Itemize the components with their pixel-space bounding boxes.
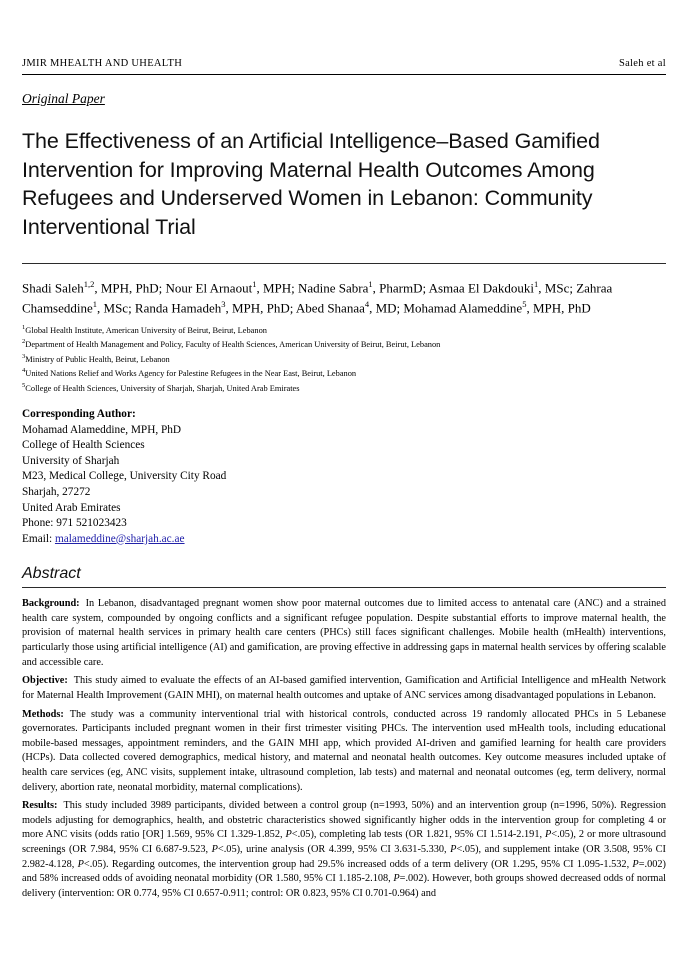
email-label: Email: bbox=[22, 532, 53, 545]
corresponding-author-line: College of Health Sciences bbox=[22, 439, 145, 452]
corresponding-author-heading: Corresponding Author: bbox=[22, 408, 136, 421]
affiliation-list bbox=[22, 323, 666, 395]
journal-name: JMIR MHEALTH AND UHEALTH bbox=[22, 58, 183, 69]
abstract-divider bbox=[22, 587, 666, 588]
abstract-section bbox=[22, 708, 666, 796]
page-title: The Effectiveness of an Artificial Intelligence–Based Gamified Intervention for Improving Maternal Health Outcomes Among Refugees and Underserved Women in Lebanon: Community Interventional Trial bbox=[22, 129, 600, 239]
abstract-section-label: Methods: bbox=[22, 708, 64, 720]
title-divider bbox=[22, 263, 666, 264]
corresponding-author-line: Mohamad Alameddine, MPH, PhD bbox=[22, 423, 182, 436]
abstract-body bbox=[22, 597, 666, 901]
abstract-section-label: Background: bbox=[22, 598, 80, 610]
corresponding-author-line: Sharjah, 27272 bbox=[22, 485, 91, 498]
author-list: Shadi Saleh$^{1,2}$, MPH, PhD; Nour El Arnaout$^1$, MPH; Nadine Sabra$^1$, PharmD; Asmaa El Dakdouki$^1$, MSc; Zahraa Chamseddine$^1$, MSc; Randa Hamadeh$^3$, MPH, PhD; Abed Shanaa$^4$, MD; Mohamad Alameddine$^5$, MPH, PhD bbox=[22, 279, 613, 316]
corresponding-author-line: Phone: 971 521023423 bbox=[22, 517, 127, 530]
abstract-section-text: This study aimed to evaluate the effects of an AI-based gamified intervention, Gamification and Artificial Intelligence and mHealth Network for Maternal Health Improvement (GAIN MHI), on maternal health outcomes and uptake of ANC services among disadvantaged populations in Lebanon. bbox=[22, 675, 666, 701]
corresponding-author-line: M23, Medical College, University City Road bbox=[22, 470, 227, 483]
abstract-section-text: This study included 3989 participants, divided between a control group (n=1993, 50%) and an intervention group (n=1996, 50%). Regression models adjusting for demographics, health, and obstetric characteristics showed significantly higher odds in the intervention group for completing 4 or more ANC visits (odds ratio [OR] 1.569, 95% CI 1.329-1.852, P<.05), completing lab tests (OR 1.821, 95% CI 1.514-2.191, P<.05), 2 or more ultrasound screenings (OR 7.984, 95% CI 6.687-9.523, P<.05), urine analysis (OR 4.399, 95% CI 3.631-5.330, P<.05), and supplement intake (OR 3.508, 95% CI 2.982-4.128, P<.05). Regarding outcomes, the intervention group had 29.5% increased odds of a term delivery (OR 1.295, 95% CI 1.095-1.532, P=.002) and 58% increased odds of avoiding neonatal morbidity (OR 1.580, 95% CI 1.185-2.108, P=.002). However, both groups showed decreased odds of normal delivery (intervention: OR 0.774, 95% CI 0.657-0.911; control: OR 0.823, 95% CI 0.701-0.964) and bbox=[22, 800, 667, 899]
abstract-section bbox=[22, 799, 666, 901]
article-type-label: Original Paper bbox=[22, 91, 105, 106]
abstract-section-label: Objective: bbox=[22, 675, 68, 687]
abstract-section bbox=[22, 597, 666, 670]
affiliation-item: $^1$Global Health Institute, American University of Beirut, Beirut, Lebanon bbox=[22, 324, 267, 335]
abstract-section-text: The study was a community interventional trial with historical controls, conducted across 19 randomly allocated PHCs in 5 Lebanese governorates. Participants included pregnant women in their first trimester visiting PHCs. The intervention used mHealth tools, including educational mobile-based messages, appointment reminders, and the GAIN MHI app, which provided AI-driven and gamified learning for health care providers (HCPs). Data collected covered demographics, medical history, and maternal and neonatal health outcomes. Key outcome measures included uptake of health care services (eg, ANC visits, supplement intake, ultrasound completion, lab tests) and maternal and neonatal outcomes (eg, term delivery, normal delivery, abortion rate, neonatal morbidity, maternal complications). bbox=[22, 708, 666, 793]
affiliation-item: $^3$Ministry of Public Health, Beirut, Lebanon bbox=[22, 352, 170, 364]
running-head bbox=[22, 0, 666, 74]
corresponding-author-line: University of Sharjah bbox=[22, 454, 120, 467]
affiliation-item: $^4$United Nations Relief and Works Agency for Palestine Refugees in the Near East, Beirut, Lebanon bbox=[22, 367, 357, 379]
corresponding-author-email-line bbox=[22, 532, 666, 548]
affiliation-item: $^2$Department of Health Management and Policy, Faculty of Health Sciences, American University of Beirut, Beirut, Lebanon bbox=[22, 338, 441, 350]
header-divider bbox=[22, 74, 666, 75]
abstract-heading: Abstract bbox=[22, 565, 81, 583]
corresponding-author-lines bbox=[22, 423, 666, 532]
abstract-section bbox=[22, 674, 666, 703]
affiliation-item: $^5$College of Health Sciences, University of Sharjah, Sharjah, United Arab Emirates bbox=[22, 381, 300, 393]
corresponding-author-block bbox=[22, 407, 666, 547]
abstract-section-label: Results: bbox=[22, 800, 58, 812]
abstract-section-text: In Lebanon, disadvantaged pregnant women show poor maternal outcomes due to limited access to antenatal care (ANC) and a strained health care system, compounded by ongoing conflicts and a significant refugee population. Despite substantial efforts to improve maternal health, the provision of maternal health services in primary health care centers (PHCs) still faces significant challenges. Mobile health (mHealth) interventions, particularly those using artificial intelligence (AI) and gamification, are proving effective in addressing gaps in maternal health services by offering scalable and accessible care. bbox=[22, 598, 666, 668]
email-link[interactable]: malameddine@sharjah.ac.ae bbox=[54, 532, 185, 545]
corresponding-author-line: United Arab Emirates bbox=[22, 501, 121, 514]
running-head-authors: Saleh et al bbox=[618, 58, 666, 69]
